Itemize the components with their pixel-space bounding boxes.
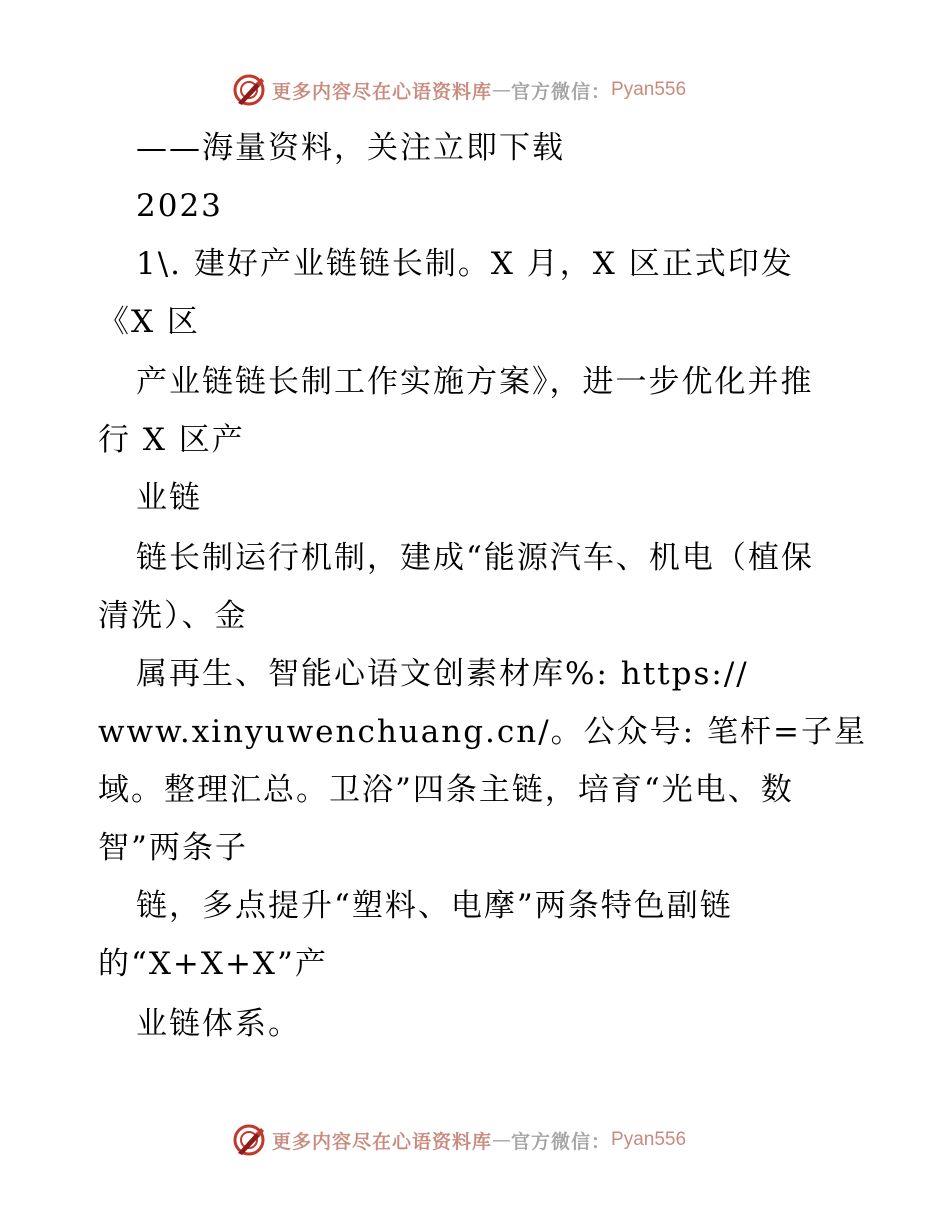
- watermark-label: 官方微信：: [511, 80, 612, 103]
- pen-logo-icon: [232, 1123, 266, 1157]
- year-line: 2023: [136, 188, 223, 224]
- watermark-brand: 更多内容尽在心语资料库: [272, 80, 493, 103]
- body-line: 清洗）、金: [98, 598, 248, 634]
- watermark-dash: —: [492, 79, 512, 101]
- watermark-label: 官方微信：: [511, 1130, 612, 1153]
- body-line: 域。整理汇总。卫浴”四条主链，培育“光电、数: [98, 772, 794, 808]
- body-line: 智”两条子: [98, 830, 248, 866]
- footer-watermark: [232, 1120, 686, 1160]
- body-line: 链长制运行机制，建成“能源汽车、机电（植保: [136, 540, 814, 576]
- body-line: 属再生、智能心语文创素材库%: https://: [136, 656, 749, 692]
- body-line: 产业链链长制工作实施方案》，进一步优化并推: [136, 364, 814, 400]
- intro-line: ——海量资料，关注立即下载: [136, 130, 565, 166]
- body-line: 链，多点提升“塑料、电摩”两条特色副链: [136, 888, 733, 924]
- header-watermark: [232, 70, 686, 110]
- watermark-wechat-id: Pyan556: [611, 1129, 687, 1150]
- body-line: 的“X+X+X”产: [98, 946, 328, 982]
- body-line: 业链: [136, 480, 202, 516]
- body-line: 《X 区: [98, 304, 200, 340]
- watermark-brand: 更多内容尽在心语资料库: [272, 1130, 493, 1153]
- watermark-wechat-id: Pyan556: [611, 79, 687, 100]
- body-line: 业链体系。: [136, 1006, 301, 1042]
- body-line: 行 X 区产: [98, 422, 245, 458]
- body-line: 1\. 建好产业链链长制。X 月，X 区正式印发: [136, 246, 794, 282]
- body-line: www.xinyuwenchuang.cn/。公众号: 笔杆=子星: [98, 714, 867, 750]
- watermark-dash: —: [492, 1129, 512, 1151]
- pen-logo-icon: [232, 73, 266, 107]
